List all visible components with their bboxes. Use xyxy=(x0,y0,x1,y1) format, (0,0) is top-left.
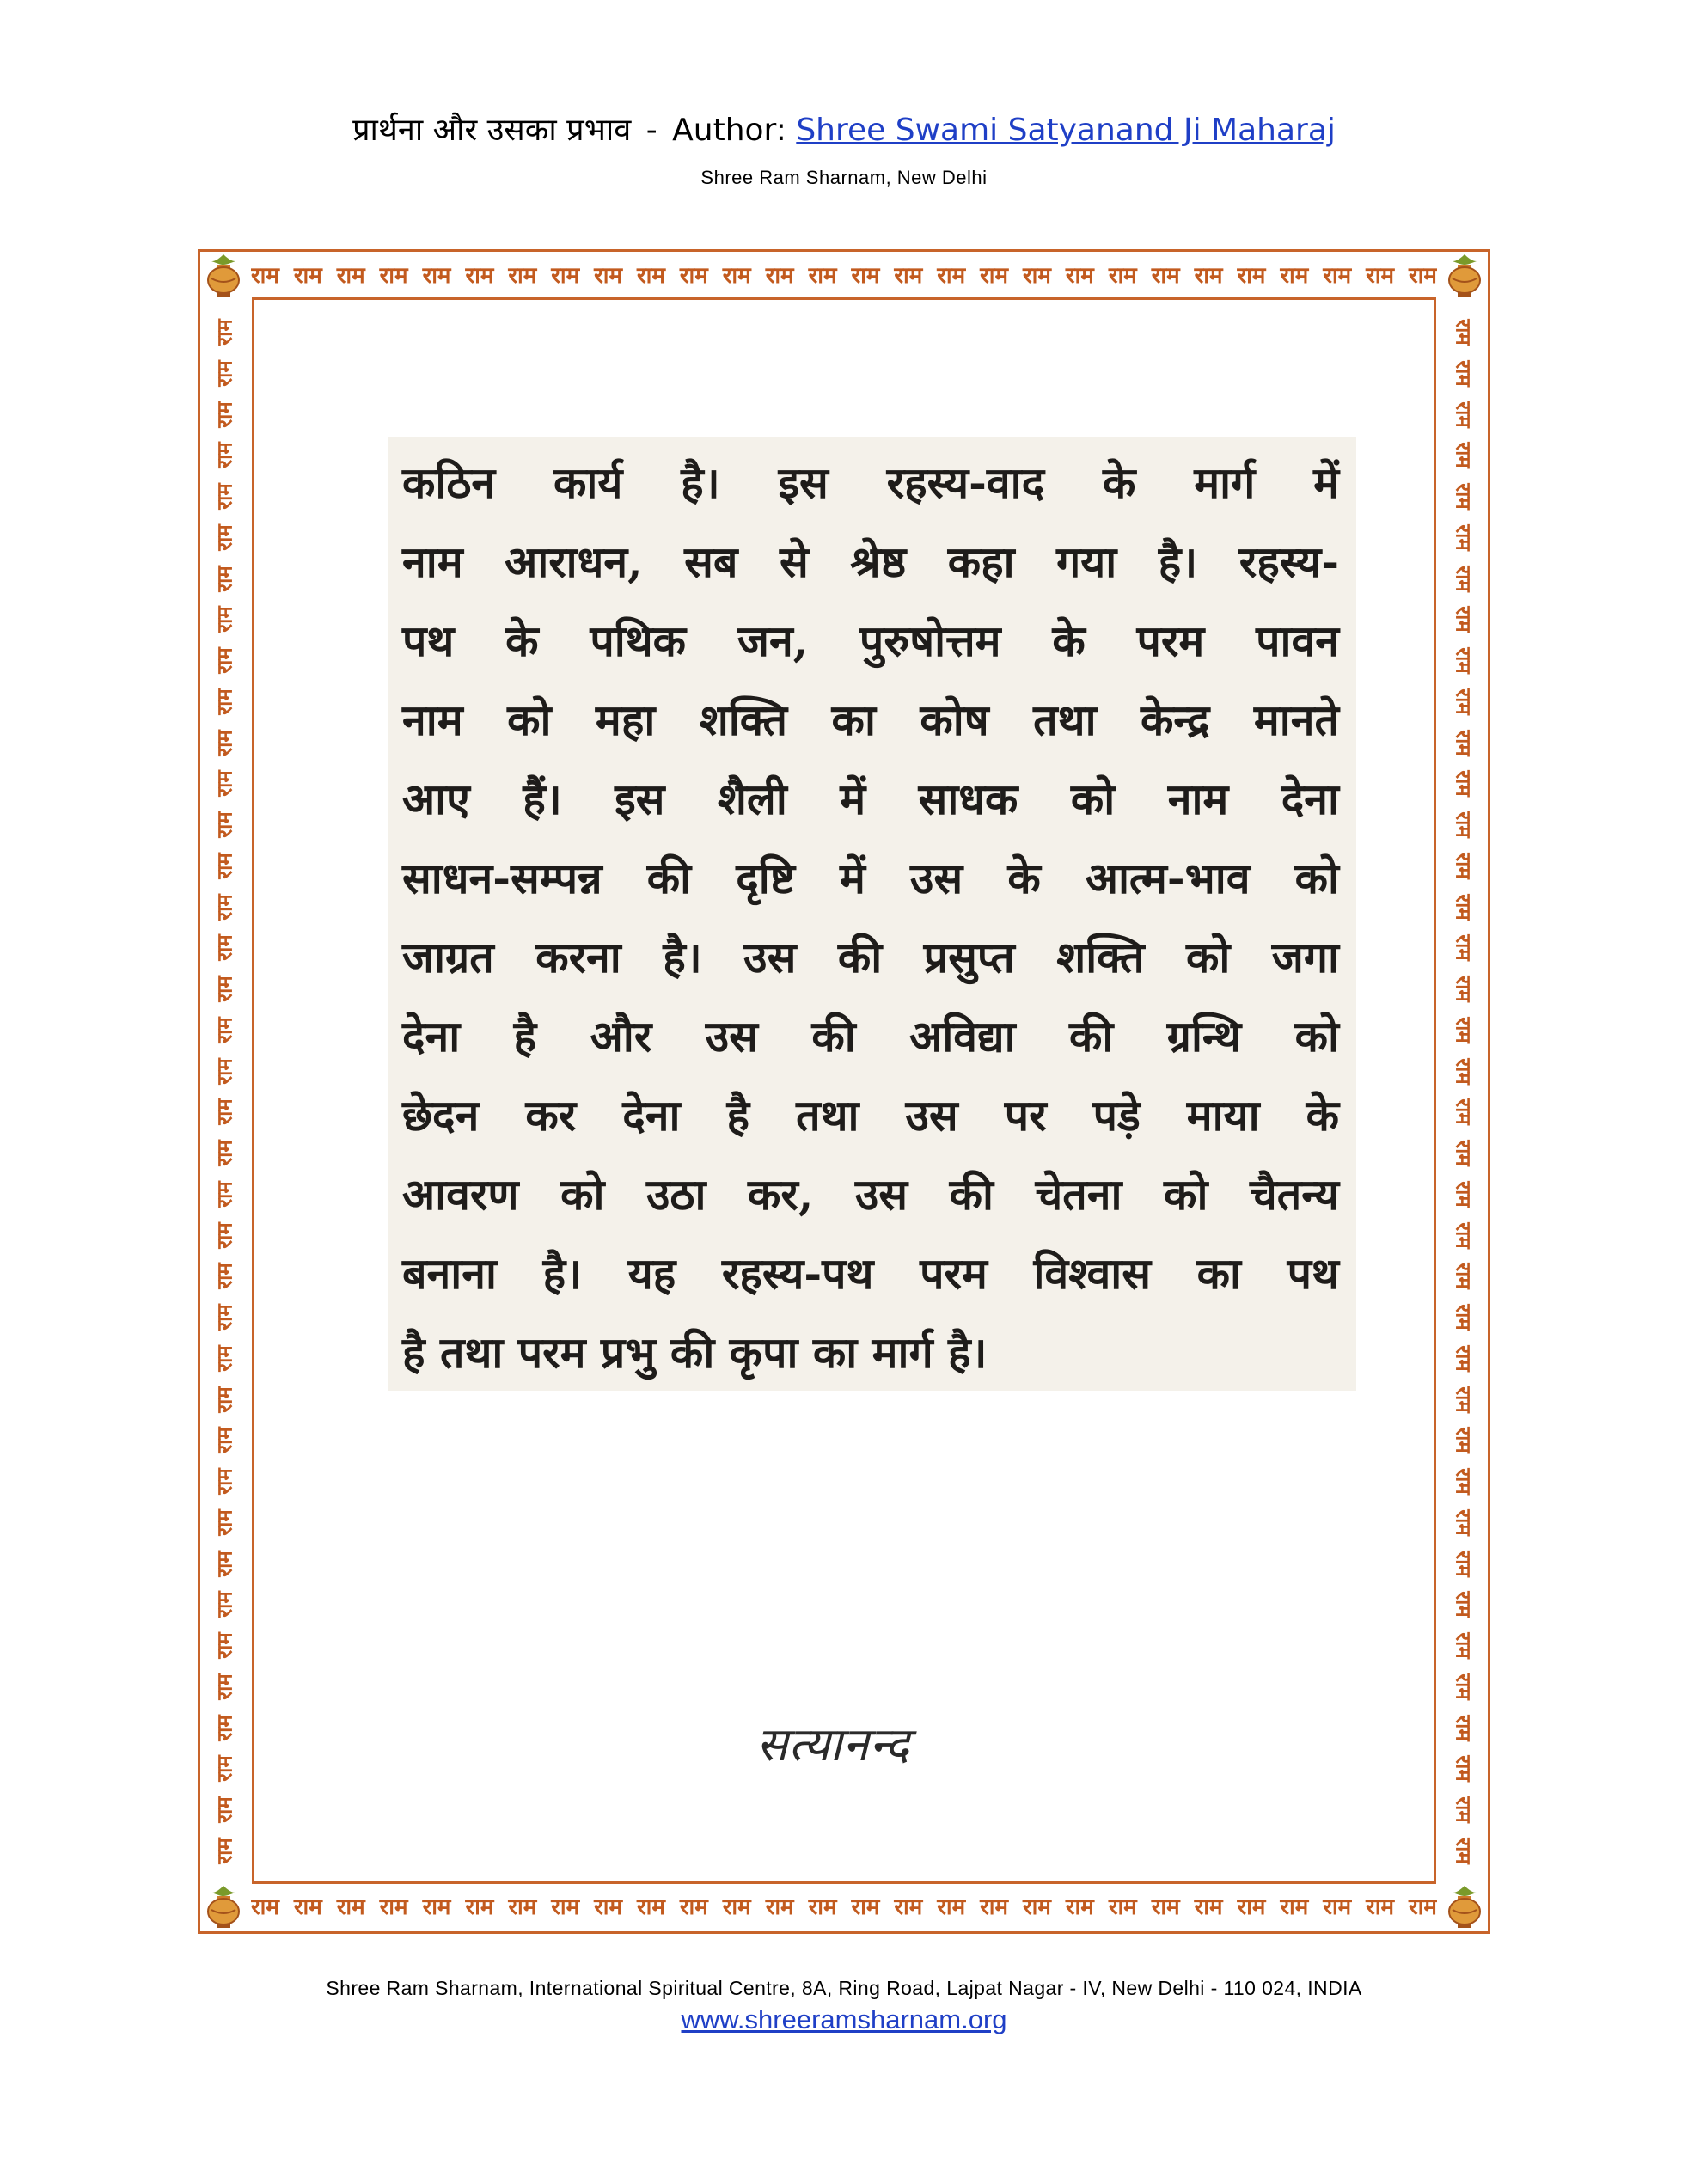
ram-word: राम xyxy=(894,1894,923,1920)
ram-word: राम xyxy=(1451,1550,1476,1577)
ram-word: राम xyxy=(1323,1894,1352,1920)
ram-word: राम xyxy=(1237,263,1266,289)
ram-word: राम xyxy=(1451,1673,1476,1700)
ram-word: राम xyxy=(508,1894,537,1920)
ram-word: राम xyxy=(212,606,237,633)
ram-word: राम xyxy=(1451,401,1476,428)
ram-word: राम xyxy=(212,893,237,921)
ram-word: राम xyxy=(212,1468,237,1495)
ram-word: राम xyxy=(1323,263,1352,289)
ram-word: राम xyxy=(722,263,751,289)
ram-border-right xyxy=(1442,318,1485,1865)
ram-word: राम xyxy=(212,1017,237,1043)
ram-word: राम xyxy=(1451,1304,1476,1331)
ram-word: राम xyxy=(1194,263,1223,289)
ram-word: राम xyxy=(1451,606,1476,633)
kalash-icon xyxy=(1440,1882,1489,1930)
ram-word: राम xyxy=(1409,1894,1437,1920)
ram-word: राम xyxy=(851,263,880,289)
ram-word: राम xyxy=(594,263,623,289)
ram-word: राम xyxy=(422,263,451,289)
ram-word: राम xyxy=(980,263,1009,289)
ram-word: राम xyxy=(212,1673,237,1700)
ram-word: राम xyxy=(1065,1894,1094,1920)
ram-word: राम xyxy=(1451,1221,1476,1249)
ram-word: राम xyxy=(212,688,237,715)
ram-word: राम xyxy=(1451,811,1476,838)
text-line: आवरण को उठा कर, उस की चेतना को चैतन्य xyxy=(402,1169,1339,1220)
ram-word: राम xyxy=(1451,1017,1476,1043)
ram-word: राम xyxy=(212,360,237,387)
ram-word: राम xyxy=(508,263,537,289)
ram-word: राम xyxy=(1194,1894,1223,1920)
ram-word: राम xyxy=(1409,263,1437,289)
ram-border-left xyxy=(203,318,246,1865)
kalash-icon xyxy=(1440,251,1489,299)
ram-word: राम xyxy=(212,1714,237,1741)
ram-word: राम xyxy=(212,853,237,879)
ram-word: राम xyxy=(1451,1755,1476,1782)
ram-word: राम xyxy=(1366,1894,1395,1920)
ram-word: राम xyxy=(1451,647,1476,674)
text-line: है तथा परम प्रभु की कृपा का मार्ग है। xyxy=(402,1327,988,1378)
ram-word: राम xyxy=(1451,1263,1476,1289)
ram-word: राम xyxy=(1280,263,1309,289)
ram-word: राम xyxy=(212,1140,237,1166)
website-link[interactable]: www.shreeramsharnam.org xyxy=(681,2004,1007,2034)
ram-word: राम xyxy=(1451,442,1476,468)
ram-word: राम xyxy=(1451,1468,1476,1495)
ram-word: राम xyxy=(1451,688,1476,715)
ram-word: राम xyxy=(1108,1894,1137,1920)
ram-word: राम xyxy=(1451,1714,1476,1741)
ram-word: राम xyxy=(212,565,237,592)
ram-word: राम xyxy=(1451,1386,1476,1413)
ram-word: राम xyxy=(1451,524,1476,551)
ram-word: राम xyxy=(1451,1181,1476,1208)
ram-word: राम xyxy=(637,1894,665,1920)
ram-word: राम xyxy=(1451,1591,1476,1618)
ram-word: राम xyxy=(212,1591,237,1618)
ram-word: राम xyxy=(808,1894,837,1920)
signature: सत्यानन्द xyxy=(756,1717,910,1771)
ram-border-bottom xyxy=(251,1884,1437,1927)
ram-word: राम xyxy=(1451,853,1476,879)
ram-word: राम xyxy=(679,263,708,289)
ram-word: राम xyxy=(1065,263,1094,289)
text-line: नाम को महा शक्ति का कोष तथा केन्द्र मानते xyxy=(402,694,1339,745)
ram-word: राम xyxy=(293,1894,322,1920)
ram-word: राम xyxy=(212,1550,237,1577)
ram-word: राम xyxy=(808,263,837,289)
text-line: पथ के पथिक जन, पुरुषोत्तम के परम पावन xyxy=(402,615,1339,666)
text-line: नाम आराधन, सब से श्रेष्ठ कहा गया है। रहस्य- xyxy=(402,536,1339,587)
ram-word: राम xyxy=(894,263,923,289)
ram-border-top xyxy=(251,253,1437,296)
ram-word: राम xyxy=(1451,1098,1476,1125)
ram-word: राम xyxy=(212,1057,237,1085)
ram-word: राम xyxy=(1023,263,1051,289)
text-line: कठिन कार्य है। इस रहस्य-वाद के मार्ग में xyxy=(402,457,1339,508)
ram-word: राम xyxy=(1366,263,1395,289)
ram-word: राम xyxy=(1451,770,1476,797)
ram-word: राम xyxy=(937,1894,966,1920)
text-line: आए हैं। इस शैली में साधक को नाम देना xyxy=(402,774,1339,824)
ram-word: राम xyxy=(212,1345,237,1372)
ram-word: राम xyxy=(1451,319,1476,346)
ram-word: राम xyxy=(1451,1057,1476,1085)
ram-word: राम xyxy=(212,1632,237,1659)
ram-word: राम xyxy=(765,263,794,289)
ram-word: राम xyxy=(212,1221,237,1249)
ram-word: राम xyxy=(212,1796,237,1823)
ram-word: राम xyxy=(212,442,237,468)
ram-word: राम xyxy=(251,1894,279,1920)
ram-word: राम xyxy=(1451,1796,1476,1823)
ram-word: राम xyxy=(212,770,237,797)
ram-word: राम xyxy=(722,1894,751,1920)
ram-word: राम xyxy=(1451,565,1476,592)
ram-word: राम xyxy=(336,1894,365,1920)
ram-word: राम xyxy=(212,524,237,551)
ram-word: राम xyxy=(980,1894,1009,1920)
ram-word: राम xyxy=(1451,360,1476,387)
ram-word: राम xyxy=(293,263,322,289)
ram-word: राम xyxy=(212,729,237,756)
ram-word: राम xyxy=(1237,1894,1266,1920)
title-separator: - xyxy=(645,113,657,148)
ram-word: राम xyxy=(465,263,494,289)
ram-word: राम xyxy=(1151,263,1180,289)
ram-word: राम xyxy=(212,976,237,1002)
text-line: देना है और उस की अविद्या की ग्रन्थि को xyxy=(402,1011,1339,1061)
author-link[interactable]: Shree Swami Satyanand Ji Maharaj xyxy=(796,113,1336,148)
author-label: Author: xyxy=(672,113,786,148)
ram-word: राम xyxy=(212,811,237,838)
page-subtitle: Shree Ram Sharnam, New Delhi xyxy=(700,167,988,188)
ram-word: राम xyxy=(336,263,365,289)
ram-word: राम xyxy=(212,1427,237,1453)
kalash-icon xyxy=(199,1882,248,1930)
ram-word: राम xyxy=(422,1894,451,1920)
ram-word: राम xyxy=(212,1098,237,1125)
ram-word: राम xyxy=(1151,1894,1180,1920)
text-line: बनाना है। यह रहस्य-पथ परम विश्वास का पथ xyxy=(402,1248,1339,1299)
ram-word: राम xyxy=(212,1755,237,1782)
ram-word: राम xyxy=(1451,1345,1476,1372)
ram-word: राम xyxy=(212,1838,237,1864)
ram-word: राम xyxy=(379,1894,408,1920)
ram-word: राम xyxy=(212,319,237,346)
ram-word: राम xyxy=(212,483,237,510)
ram-word: राम xyxy=(1451,1140,1476,1166)
ram-word: राम xyxy=(212,1263,237,1289)
ram-word: राम xyxy=(1451,729,1476,756)
page-header xyxy=(0,110,1688,151)
text-line: जाग्रत करना है। उस की प्रसुप्त शक्ति को जगा xyxy=(402,932,1339,982)
text-line: साधन-सम्पन्न की दृष्टि में उस के आत्म-भाव को xyxy=(402,853,1339,903)
ram-word: राम xyxy=(937,263,966,289)
ram-word: राम xyxy=(1451,1632,1476,1659)
ram-word: राम xyxy=(1023,1894,1051,1920)
ram-word: राम xyxy=(1108,263,1137,289)
ram-word: राम xyxy=(379,263,408,289)
ram-word: राम xyxy=(212,401,237,428)
ram-word: राम xyxy=(212,1304,237,1331)
footer-website xyxy=(0,2004,1688,2035)
ram-word: राम xyxy=(465,1894,494,1920)
ram-word: राम xyxy=(765,1894,794,1920)
ram-word: राम xyxy=(1451,893,1476,921)
footer-address: Shree Ram Sharnam, International Spiritual Centre, 8A, Ring Road, Lajpat Nagar - IV, New Delhi - 110 024, INDIA xyxy=(326,1977,1362,1999)
ram-word: राम xyxy=(594,1894,623,1920)
ram-word: राम xyxy=(637,263,665,289)
ram-word: राम xyxy=(212,647,237,674)
ram-word: राम xyxy=(212,1181,237,1208)
ram-word: राम xyxy=(1451,976,1476,1002)
ram-word: राम xyxy=(212,1509,237,1536)
ram-word: राम xyxy=(251,263,279,289)
ram-word: राम xyxy=(1451,934,1476,961)
ram-word: राम xyxy=(212,934,237,961)
scanned-text-block xyxy=(388,437,1356,1391)
title-hindi: प्रार्थना और उसका प्रभाव xyxy=(352,113,632,148)
ram-word: राम xyxy=(1451,1427,1476,1453)
ram-word: राम xyxy=(1451,1838,1476,1864)
kalash-icon xyxy=(199,251,248,299)
ram-word: राम xyxy=(851,1894,880,1920)
ram-word: राम xyxy=(679,1894,708,1920)
ram-word: राम xyxy=(1451,1509,1476,1536)
ram-word: राम xyxy=(212,1386,237,1413)
ram-word: राम xyxy=(551,1894,580,1920)
ram-word: राम xyxy=(551,263,580,289)
text-line: छेदन कर देना है तथा उस पर पड़े माया के xyxy=(402,1090,1339,1141)
ram-word: राम xyxy=(1451,483,1476,510)
ram-word: राम xyxy=(1280,1894,1309,1920)
